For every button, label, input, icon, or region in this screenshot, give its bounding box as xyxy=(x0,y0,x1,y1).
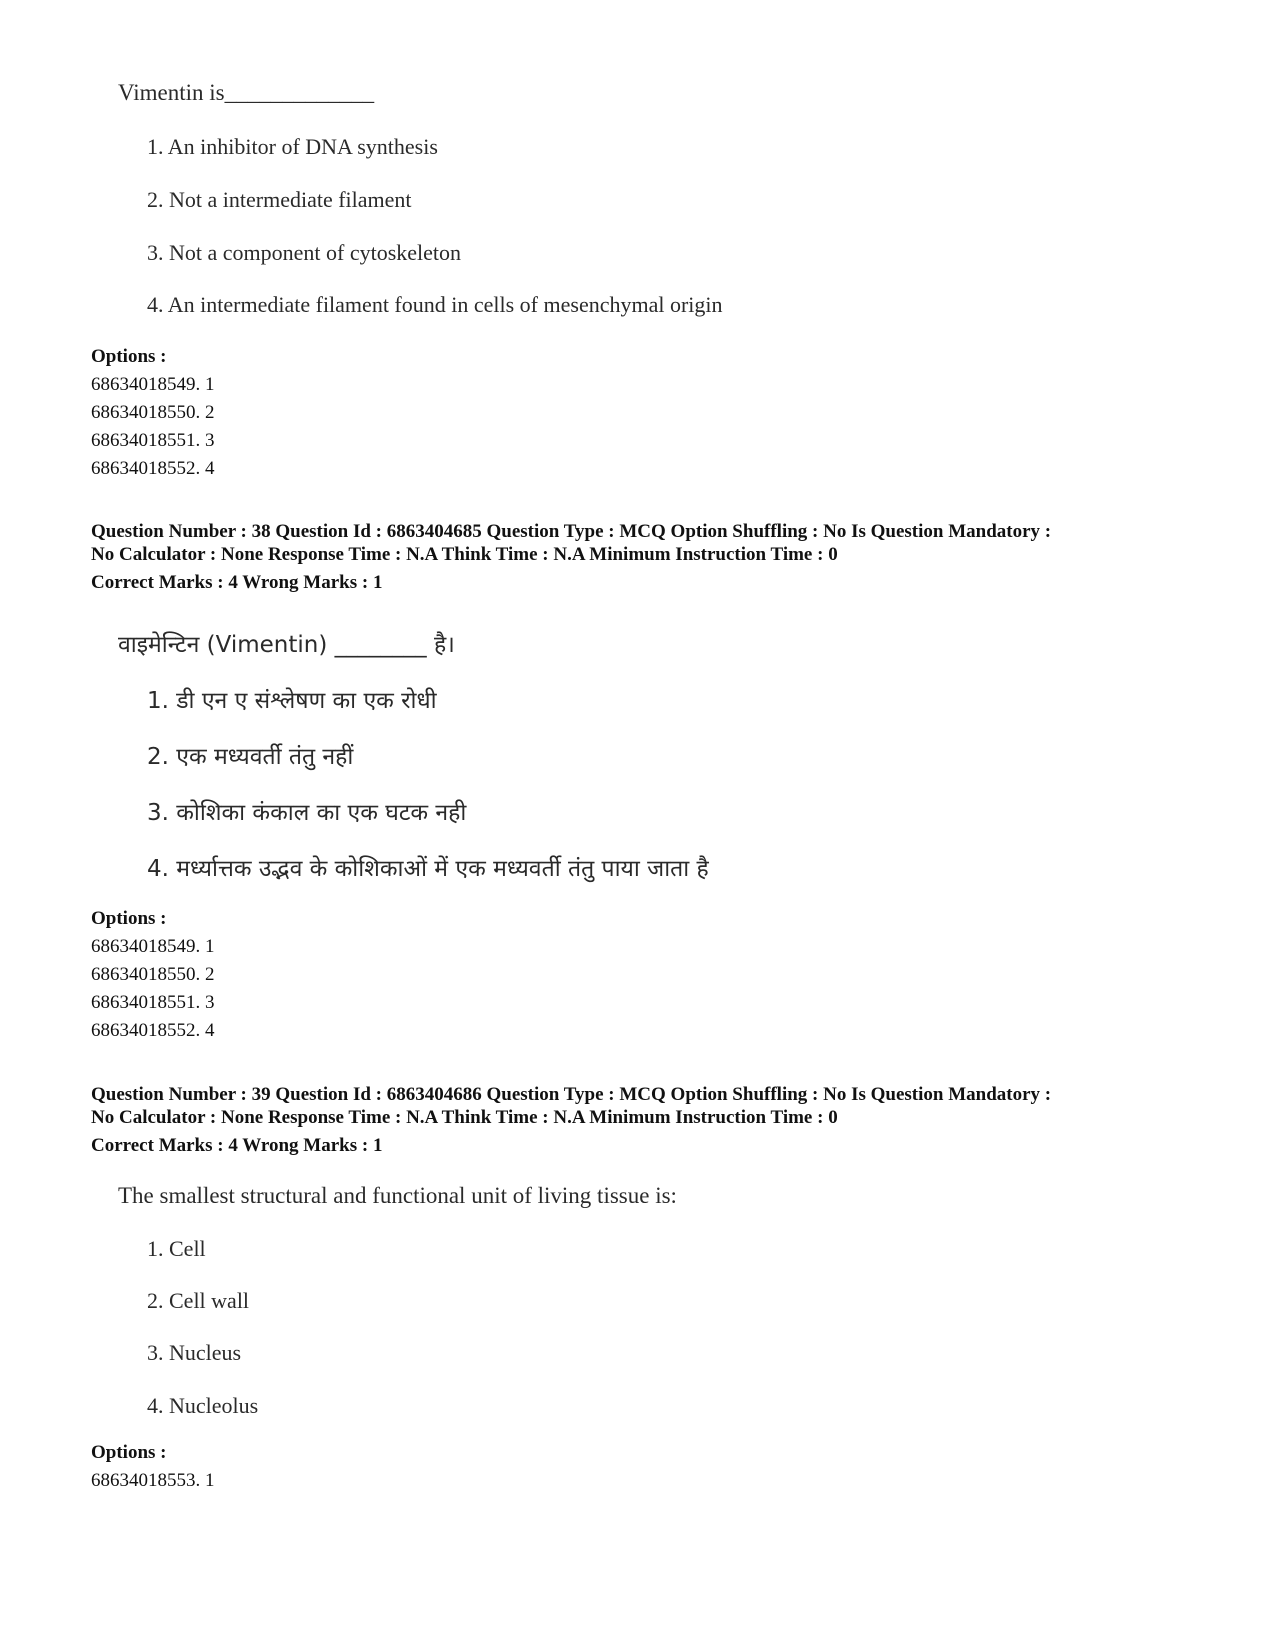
question-stem: Vimentin is_____________ xyxy=(118,80,375,105)
choice-1: 1. Cell xyxy=(147,1236,206,1261)
question-meta-line-2: No Calculator : None Response Time : N.A Think Time : N.A Minimum Instruction Time : 0 xyxy=(91,1107,838,1128)
choice-1: 1. An inhibitor of DNA synthesis xyxy=(147,134,438,159)
option-id-line: 68634018552. 4 xyxy=(91,1020,215,1041)
choice-4: 4. An intermediate filament found in cells of mesenchymal origin xyxy=(147,292,723,317)
choice-2: 2. एक मध्यवर्ती तंतु नहीं xyxy=(147,744,354,770)
option-id-line: 68634018551. 3 xyxy=(91,430,215,451)
choice-3: 3. Nucleus xyxy=(147,1340,242,1365)
question-meta-line-1: Question Number : 38 Question Id : 6863404685 Question Type : MCQ Option Shuffling : No Is Question Mandatory : xyxy=(91,521,1052,542)
option-id-line: 68634018549. 1 xyxy=(91,936,215,957)
question-meta-line-2: No Calculator : None Response Time : N.A Think Time : N.A Minimum Instruction Time : 0 xyxy=(91,544,838,565)
choice-2: 2. Not a intermediate filament xyxy=(147,187,412,212)
marks-line: Correct Marks : 4 Wrong Marks : 1 xyxy=(91,1135,383,1156)
option-id-line: 68634018549. 1 xyxy=(91,374,215,395)
choice-4: 4. Nucleolus xyxy=(147,1393,259,1418)
choice-1: 1. डी एन ए संश्लेषण का एक रोधी xyxy=(147,688,437,714)
option-id-line: 68634018553. 1 xyxy=(91,1470,215,1491)
question-stem: वाइमेन्टिन (Vimentin) ________ है। xyxy=(118,632,455,658)
options-label: Options : xyxy=(91,1442,167,1463)
options-label: Options : xyxy=(91,908,167,929)
choice-3: 3. Not a component of cytoskeleton xyxy=(147,240,462,265)
choice-4: 4. मर्ध्यात्तक उद्भव के कोशिकाओं में एक मध्यवर्ती तंतु पाया जाता है xyxy=(147,856,709,882)
option-id-line: 68634018552. 4 xyxy=(91,458,215,479)
marks-line: Correct Marks : 4 Wrong Marks : 1 xyxy=(91,572,383,593)
option-id-line: 68634018551. 3 xyxy=(91,992,215,1013)
question-stem: The smallest structural and functional unit of living tissue is: xyxy=(118,1183,677,1208)
choice-3: 3. कोशिका कंकाल का एक घटक नही xyxy=(147,800,467,826)
question-meta-line-1: Question Number : 39 Question Id : 6863404686 Question Type : MCQ Option Shuffling : No Is Question Mandatory : xyxy=(91,1084,1052,1105)
options-label: Options : xyxy=(91,346,167,367)
option-id-line: 68634018550. 2 xyxy=(91,402,215,423)
choice-2: 2. Cell wall xyxy=(147,1288,250,1313)
option-id-line: 68634018550. 2 xyxy=(91,964,215,985)
